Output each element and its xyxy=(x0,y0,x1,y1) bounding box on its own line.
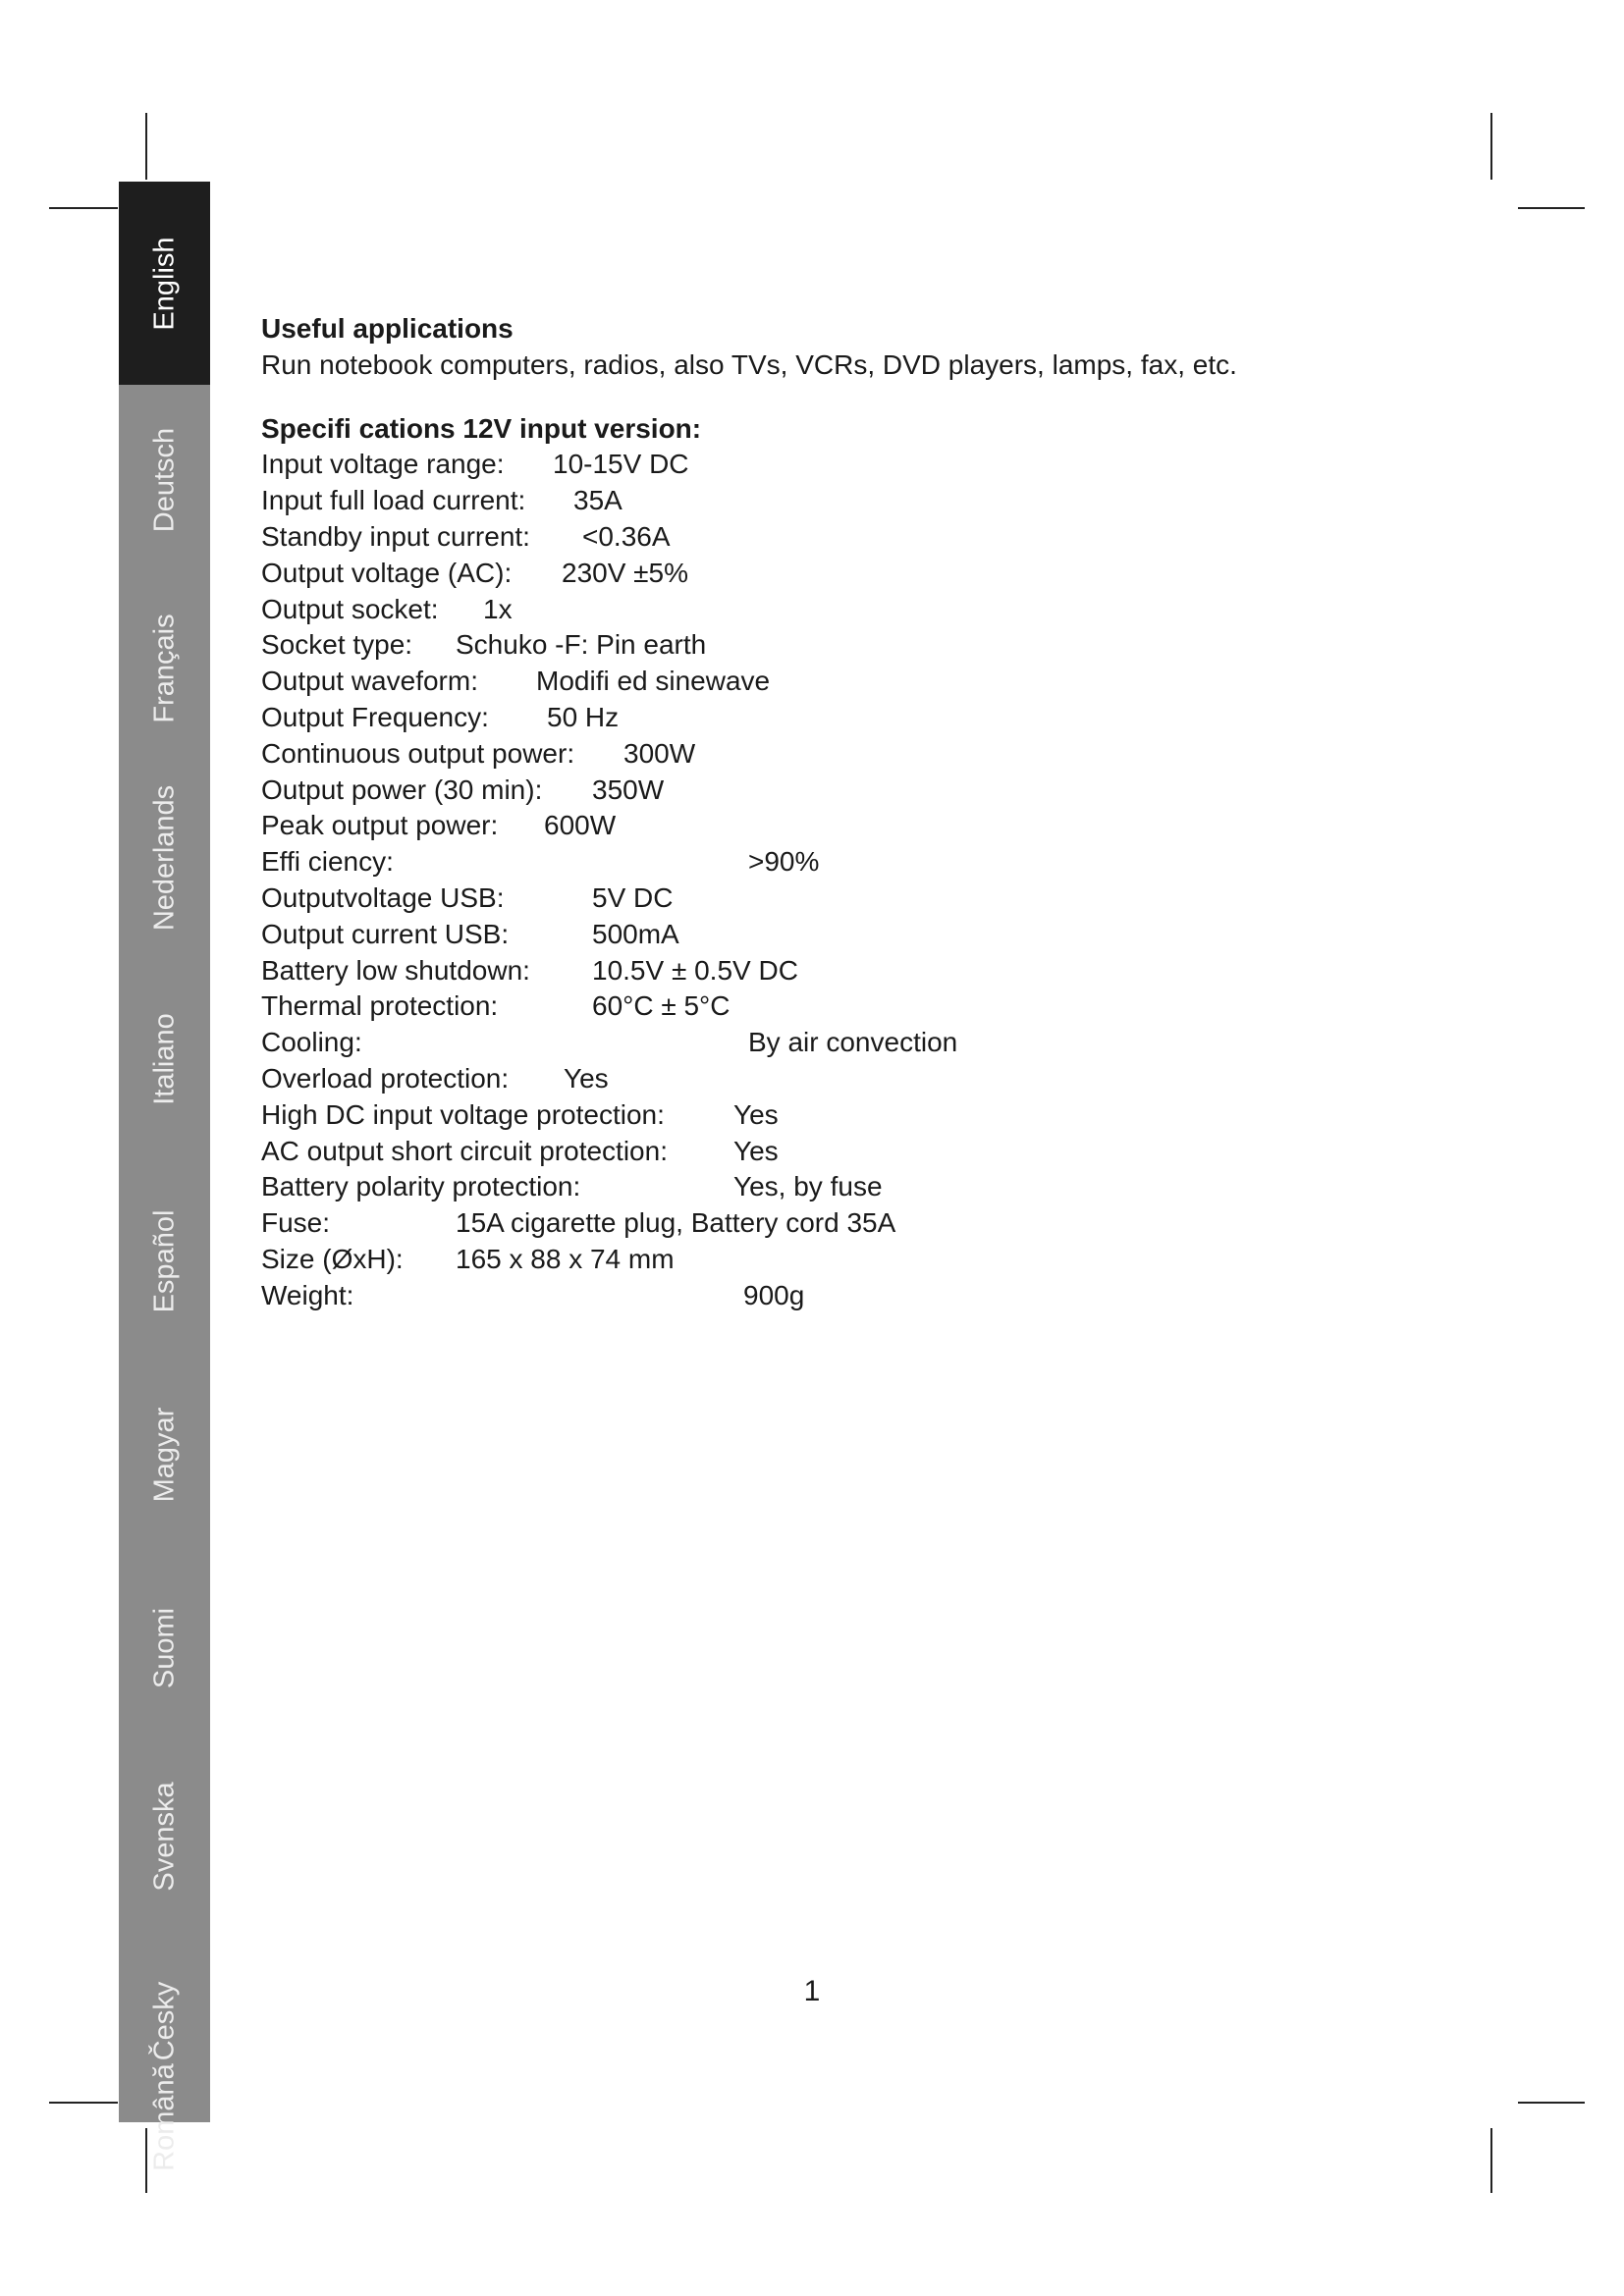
spec-label: Cooling: xyxy=(261,1027,362,1058)
spec-row xyxy=(261,953,1489,989)
language-tab-label: Español xyxy=(148,1209,180,1313)
crop-mark xyxy=(145,2128,147,2193)
spec-value: 10.5V ± 0.5V DC xyxy=(592,954,798,986)
spec-row xyxy=(261,773,1489,809)
spec-row xyxy=(261,1134,1489,1170)
crop-mark xyxy=(1490,2128,1492,2193)
spec-row xyxy=(261,881,1489,917)
useful-applications-text: Run notebook computers, radios, also TVs, VCRs, DVD players, lamps, fax, etc. xyxy=(261,348,1237,380)
spec-label: Input voltage range: xyxy=(261,449,505,480)
page-number: 1 xyxy=(803,1975,821,2007)
spec-row xyxy=(261,988,1489,1025)
spec-value: Schuko -F: Pin earth xyxy=(456,629,707,661)
spec-row xyxy=(261,447,1489,483)
spec-value: >90% xyxy=(748,846,820,878)
spec-value: 1x xyxy=(483,593,513,624)
spec-row xyxy=(261,844,1489,881)
language-tab-nederlands[interactable] xyxy=(119,763,210,953)
spec-label: Continuous output power: xyxy=(261,737,575,769)
spec-value: 60°C ± 5°C xyxy=(592,990,731,1022)
spec-row xyxy=(261,1169,1489,1205)
spec-label: Output power (30 min): xyxy=(261,774,543,805)
spec-value: 10-15V DC xyxy=(553,449,689,480)
language-tab-deutsch[interactable] xyxy=(119,385,210,574)
spec-value: <0.36A xyxy=(582,520,671,552)
useful-applications-heading: Useful applications xyxy=(261,313,514,344)
spec-row xyxy=(261,592,1489,628)
spec-value: 50 Hz xyxy=(547,701,620,732)
spec-value: Modifi ed sinewave xyxy=(536,666,771,697)
spec-value: 350W xyxy=(592,774,665,805)
spec-row xyxy=(261,664,1489,700)
spec-label: High DC input voltage protection: xyxy=(261,1098,665,1130)
spec-label: Battery low shutdown: xyxy=(261,954,530,986)
spec-row xyxy=(261,627,1489,664)
spec-value: 5V DC xyxy=(592,881,674,913)
spec-row xyxy=(261,519,1489,556)
language-tabs xyxy=(119,182,210,2171)
spec-value: Yes xyxy=(733,1098,779,1130)
spec-value: 300W xyxy=(623,737,696,769)
spec-value: Yes, by fuse xyxy=(733,1171,883,1202)
spec-label: Input full load current: xyxy=(261,485,526,516)
language-tab-label: Italiano xyxy=(148,1012,180,1105)
spec-value: 900g xyxy=(743,1279,805,1310)
language-tab-label: Nederlands xyxy=(148,784,180,932)
language-tab-italiano[interactable] xyxy=(119,953,210,1164)
spec-row xyxy=(261,1061,1489,1097)
spec-label: Size (ØxH): xyxy=(261,1243,404,1274)
spec-label: Fuse: xyxy=(261,1207,331,1239)
language-tab-suomi[interactable] xyxy=(119,1551,210,1744)
spec-row xyxy=(261,917,1489,953)
specifications-list xyxy=(261,447,1489,1313)
spec-row xyxy=(261,1205,1489,1242)
crop-mark xyxy=(49,2102,118,2104)
crop-mark xyxy=(1518,207,1585,209)
spec-row xyxy=(261,1025,1489,1061)
spec-label: Battery polarity protection: xyxy=(261,1171,581,1202)
spec-value: By air convection xyxy=(748,1027,958,1058)
spec-value: 230V ±5% xyxy=(562,557,689,588)
spec-label: Weight: xyxy=(261,1279,354,1310)
spec-row xyxy=(261,483,1489,519)
language-tab-label: Română xyxy=(148,2063,180,2171)
language-tab-label: English xyxy=(148,236,180,331)
language-tab-label: Magyar xyxy=(148,1407,180,1503)
language-tab-label: Svenska xyxy=(148,1782,180,1892)
spec-label: Standby input current: xyxy=(261,520,530,552)
spec-row xyxy=(261,556,1489,592)
spec-label: AC output short circuit protection: xyxy=(261,1135,668,1166)
spec-value: 35A xyxy=(573,485,623,516)
language-tab-magyar[interactable] xyxy=(119,1359,210,1551)
language-tab-english[interactable] xyxy=(119,182,210,385)
spec-row xyxy=(261,700,1489,736)
spec-row xyxy=(261,1278,1489,1314)
crop-mark xyxy=(145,113,147,180)
spec-value: Yes xyxy=(564,1062,609,1094)
spec-label: Socket type: xyxy=(261,629,413,661)
language-tab-română[interactable] xyxy=(119,2063,210,2171)
spec-label: Peak output power: xyxy=(261,810,499,841)
spec-label: Thermal protection: xyxy=(261,990,499,1022)
spec-label: Effi ciency: xyxy=(261,846,394,878)
spec-value: 165 x 88 x 74 mm xyxy=(456,1243,675,1274)
language-tab-français[interactable] xyxy=(119,574,210,763)
language-tab-español[interactable] xyxy=(119,1164,210,1359)
language-tab-label: Deutsch xyxy=(148,427,180,532)
spec-label: Output current USB: xyxy=(261,918,510,949)
spec-label: Outputvoltage USB: xyxy=(261,881,505,913)
spec-row xyxy=(261,736,1489,773)
spec-label: Overload protection: xyxy=(261,1062,510,1094)
language-tab-label: Suomi xyxy=(148,1607,180,1688)
spec-value: 15A cigarette plug, Battery cord 35A xyxy=(456,1207,896,1239)
spec-value: Yes xyxy=(733,1135,779,1166)
spec-row xyxy=(261,808,1489,844)
spec-label: Output socket: xyxy=(261,593,439,624)
spec-row xyxy=(261,1097,1489,1134)
spec-label: Output voltage (AC): xyxy=(261,557,513,588)
spec-label: Output waveform: xyxy=(261,666,478,697)
crop-mark xyxy=(1490,113,1492,180)
language-tab-label: Česky xyxy=(148,1981,180,2060)
language-tab-svenska[interactable] xyxy=(119,1744,210,1929)
crop-mark xyxy=(1518,2102,1585,2104)
specifications-heading: Specifi cations 12V input version: xyxy=(261,412,702,444)
language-tab-label: Français xyxy=(148,614,180,723)
spec-row xyxy=(261,1242,1489,1278)
crop-mark xyxy=(49,207,118,209)
spec-value: 600W xyxy=(544,810,617,841)
spec-label: Output Frequency: xyxy=(261,701,489,732)
spec-value: 500mA xyxy=(592,918,679,949)
main-content xyxy=(261,311,1489,1314)
